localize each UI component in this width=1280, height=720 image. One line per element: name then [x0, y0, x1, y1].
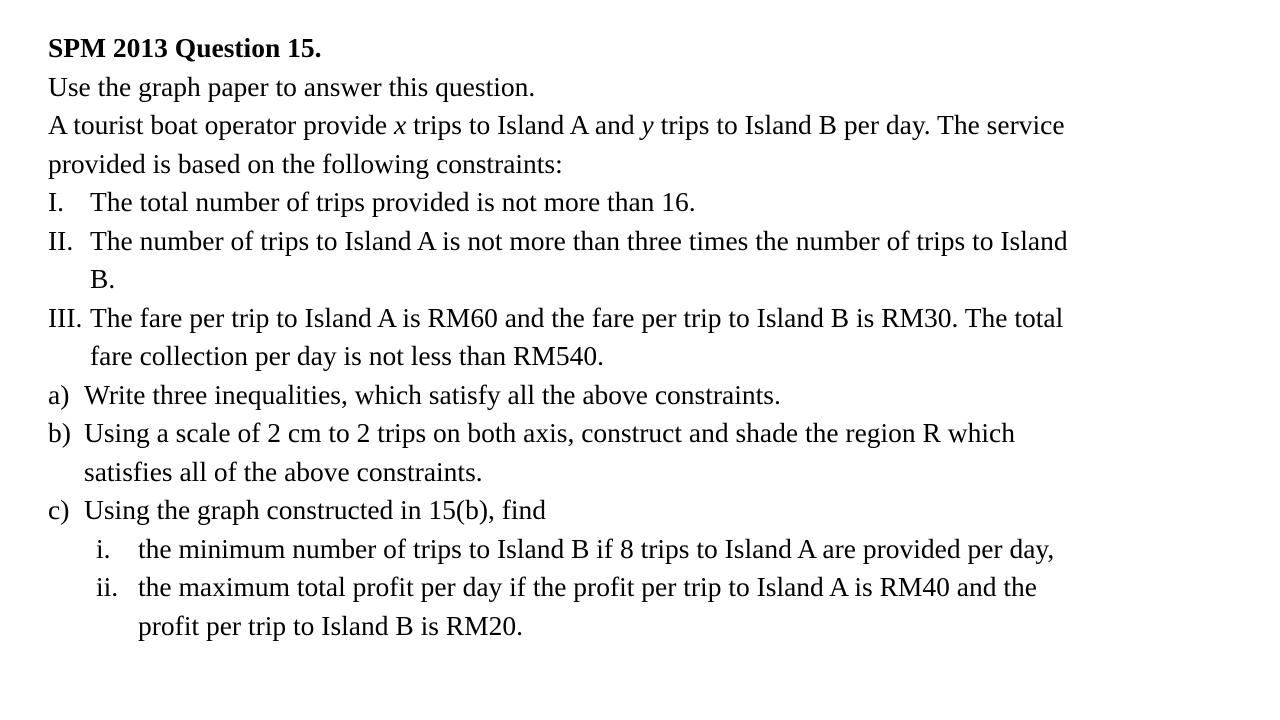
instruction-text: Use the graph paper to answer this question. [48, 70, 536, 102]
constraint-2 [48, 222, 1248, 261]
variable-y: y [641, 109, 654, 140]
subpart-marker: ii. [96, 571, 119, 602]
subpart-text: profit per trip to Island B is RM20. [138, 609, 523, 641]
subpart-text: the minimum number of trips to Island B if 8 trips to Island A are provided per day, [138, 532, 1055, 564]
subpart-ii [48, 568, 1248, 607]
question-title: SPM 2013 Question 15. [48, 32, 322, 63]
part-marker: a) [48, 378, 70, 410]
part-b [48, 414, 1248, 453]
part-text: satisfies all of the above constraints. [84, 455, 483, 487]
constraint-2-continued [48, 260, 1248, 299]
constraint-1 [48, 183, 1248, 222]
part-text: Using a scale of 2 cm to 2 trips on both axis, construct and shade the region R which [84, 417, 1015, 448]
intro-text: A tourist boat operator provide [48, 109, 394, 140]
constraint-marker: III. [48, 301, 83, 333]
part-c [48, 491, 1248, 530]
part-b-continued [48, 453, 1248, 492]
subpart-i [48, 530, 1248, 569]
part-marker: b) [48, 417, 71, 448]
part-a [48, 376, 1248, 415]
constraint-marker: I. [48, 186, 65, 217]
intro-text: trips to Island A and [406, 109, 642, 140]
part-text: Write three inequalities, which satisfy all the above constraints. [84, 378, 781, 410]
part-text: Using the graph constructed in 15(b), find [84, 494, 547, 525]
variable-x: x [393, 109, 407, 140]
constraint-3 [48, 299, 1248, 338]
constraint-text: The total number of trips provided is not more than 16. [90, 186, 696, 217]
constraint-3-continued [48, 337, 1248, 376]
question-document [48, 29, 1248, 645]
subpart-marker: i. [96, 532, 111, 564]
constraint-text: The number of trips to Island A is not more than three times the number of trips to Island [90, 224, 1068, 256]
intro-text: trips to Island B per day. The service [653, 109, 1065, 140]
constraint-text: fare collection per day is not less than RM540. [90, 340, 604, 371]
constraint-text: B. [90, 263, 116, 294]
constraint-marker: II. [48, 224, 74, 256]
subpart-ii-continued [48, 607, 1248, 646]
part-marker: c) [48, 494, 70, 525]
subpart-text: the maximum total profit per day if the profit per trip to Island A is RM40 and the [138, 571, 1037, 602]
intro-line-1 [48, 106, 1248, 145]
intro-line-2: provided is based on the following constraints: [48, 147, 563, 179]
constraint-text: The fare per trip to Island A is RM60 and the fare per trip to Island B is RM30. The total [90, 301, 1064, 333]
